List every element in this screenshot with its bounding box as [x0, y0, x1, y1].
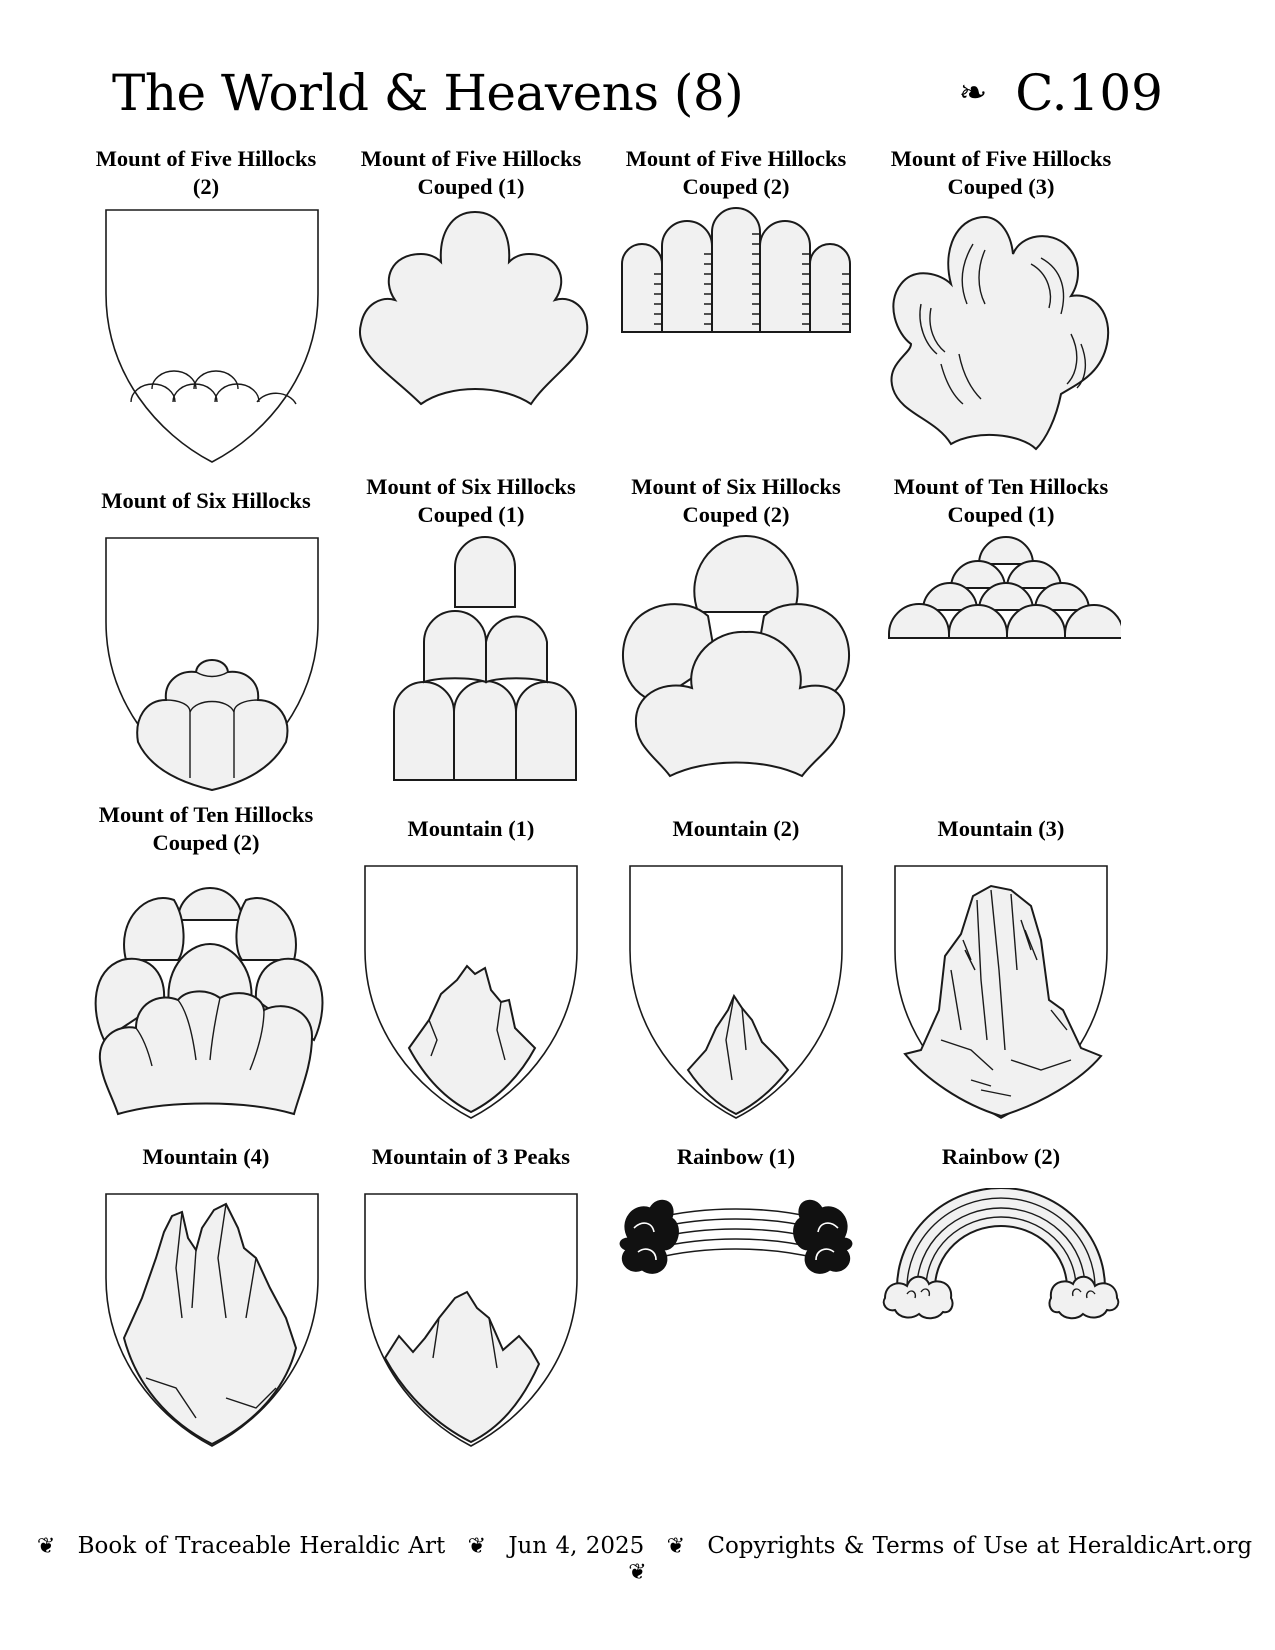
- terms-link[interactable]: Copyrights & Terms of Use at HeraldicArt.org: [707, 1533, 1253, 1559]
- entry-label: Mount of Five Hillocks (2): [95, 146, 317, 199]
- page-title: The World & Heavens (8): [112, 64, 744, 122]
- plate-code: [959, 64, 1163, 122]
- entry-cell: [867, 470, 1135, 810]
- entry-cell: [867, 142, 1135, 482]
- entry-label: Mount of Six Hillocks Couped (1): [366, 474, 576, 527]
- mountain-1-icon: [351, 860, 591, 1136]
- mount-six-hillocks-couped-2-icon: [616, 532, 856, 808]
- mount-ten-hillocks-couped-2-icon: [86, 860, 326, 1136]
- leaf-ornament-icon: ❧: [958, 73, 988, 113]
- entry-cell: [867, 798, 1135, 1138]
- entry-cell: [72, 798, 340, 1138]
- publication-date: Jun 4, 2025: [508, 1533, 645, 1559]
- entry-cell: [602, 142, 870, 482]
- entry-label: Mount of Ten Hillocks Couped (2): [98, 802, 314, 855]
- entry-label: Mountain (4): [142, 1144, 270, 1169]
- entry-label: Mountain (3): [937, 816, 1065, 841]
- mount-five-hillocks-couped-3-icon: [881, 204, 1121, 480]
- entry-label: Rainbow (2): [941, 1144, 1061, 1169]
- entry-cell: [867, 1126, 1135, 1466]
- mountain-of-3-peaks-icon: [351, 1188, 591, 1464]
- rainbow-2-icon: [881, 1188, 1121, 1464]
- mount-six-hillocks-icon: [86, 532, 326, 808]
- entry-cell: [72, 470, 340, 810]
- entry-label: Mountain (1): [407, 816, 535, 841]
- mount-five-hillocks-couped-2-icon: [616, 204, 856, 480]
- mountain-3-icon: [881, 860, 1121, 1136]
- plate-number: C.109: [1015, 64, 1163, 122]
- mount-ten-hillocks-couped-1-icon: [881, 532, 1121, 808]
- entry-cell: [337, 798, 605, 1138]
- entry-label: Mount of Ten Hillocks Couped (1): [893, 474, 1109, 527]
- entry-label: Mountain (2): [672, 816, 800, 841]
- fleuron-icon: ❦: [467, 1534, 487, 1559]
- mount-six-hillocks-couped-1-icon: [351, 532, 591, 808]
- entry-label: Mount of Five Hillocks Couped (2): [625, 146, 847, 199]
- footer: [0, 1533, 1275, 1585]
- entry-cell: [337, 470, 605, 810]
- mount-five-hillocks-2-icon: [86, 204, 326, 480]
- mountain-4-icon: [86, 1188, 326, 1464]
- entry-label: Mount of Five Hillocks Couped (3): [890, 146, 1112, 199]
- fleuron-icon: ❦: [628, 1560, 647, 1585]
- fleuron-icon: ❦: [666, 1534, 686, 1559]
- book-title: Book of Traceable Heraldic Art: [77, 1533, 446, 1559]
- fleuron-icon: ❦: [36, 1534, 56, 1559]
- entry-cell: [337, 1126, 605, 1466]
- entry-cell: [72, 142, 340, 482]
- entry-cell: [602, 470, 870, 810]
- entry-label: Mount of Six Hillocks: [101, 488, 311, 513]
- entry-cell: [602, 798, 870, 1138]
- rainbow-1-icon: [616, 1188, 856, 1464]
- entry-label: Rainbow (1): [676, 1144, 796, 1169]
- mount-five-hillocks-couped-1-icon: [351, 204, 591, 480]
- mountain-2-icon: [616, 860, 856, 1136]
- entry-cell: [337, 142, 605, 482]
- entry-label: Mount of Six Hillocks Couped (2): [631, 474, 841, 527]
- entry-label: Mount of Five Hillocks Couped (1): [360, 146, 582, 199]
- entry-cell: [602, 1126, 870, 1466]
- entry-cell: [72, 1126, 340, 1466]
- entry-label: Mountain of 3 Peaks: [371, 1144, 571, 1169]
